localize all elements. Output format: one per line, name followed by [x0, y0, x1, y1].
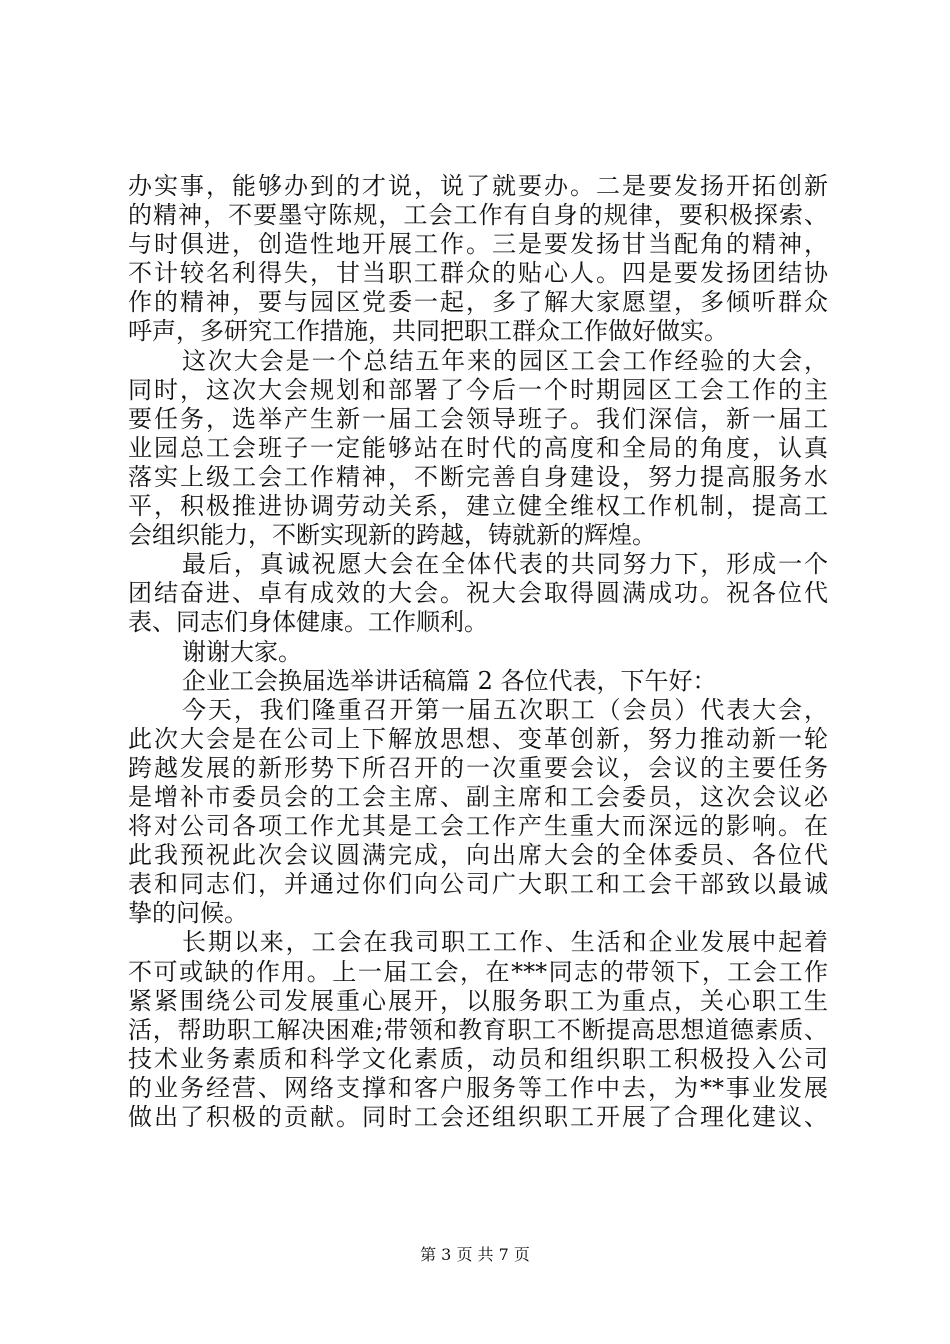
text-line: 平，积极推进协调劳动关系，建立健全维权工作机制，提高工 — [128, 492, 828, 521]
text-line: 活，帮助职工解决困难;带领和教育职工不断提高思想道德素质、 — [128, 1015, 828, 1044]
text-line: 技术业务素质和科学文化素质，动员和组织职工积极投入公司 — [128, 1044, 828, 1073]
text-line: 的精神，不要墨守陈规，工会工作有自身的规律，要积极探索、 — [128, 201, 828, 230]
text-line: 作的精神，要与园区党委一起，多了解大家愿望，多倾听群众 — [128, 288, 828, 317]
text-line: 与时俱进，创造性地开展工作。三是要发扬甘当配角的精神， — [128, 230, 828, 259]
text-line: 紧紧围绕公司发展重心展开，以服务职工为重点，关心职工生 — [128, 986, 828, 1015]
text-line: 呼声，多研究工作措施，共同把职工群众工作做好做实。 — [128, 317, 728, 346]
text-line: 会组织能力，不断实现新的跨越，铸就新的辉煌。 — [128, 521, 656, 550]
text-line: 谢谢大家。 — [182, 637, 302, 666]
text-line: 表和同志们，并通过你们向公司广大职工和工会干部致以最诚 — [128, 870, 828, 899]
text-line: 同时，这次大会规划和部署了今后一个时期园区工会工作的主 — [128, 375, 828, 404]
text-line: 最后，真诚祝愿大会在全体代表的共同努力下，形成一个 — [182, 550, 828, 579]
text-line: 跨越发展的新形势下所召开的一次重要会议，会议的主要任务 — [128, 753, 828, 782]
document-body — [128, 172, 828, 1132]
text-line: 这次大会是一个总结五年来的园区工会工作经验的大会， — [182, 346, 828, 375]
text-line: 要任务，选举产生新一届工会领导班子。我们深信，新一届工 — [128, 404, 828, 433]
text-line: 做出了积极的贡献。同时工会还组织职工开展了合理化建议、 — [128, 1103, 828, 1131]
text-line: 此次大会是在公司上下解放思想、变革创新，努力推动新一轮 — [128, 724, 828, 753]
text-line: 办实事，能够办到的才说，说了就要办。二是要发扬开拓创新 — [128, 172, 828, 200]
page-footer: 第 3 页 共 7 页 — [420, 1245, 530, 1264]
text-line: 落实上级工会工作精神，不断完善自身建设，努力提高服务水 — [128, 462, 828, 491]
text-line: 此我预祝此次会议圆满完成，向出席大会的全体委员、各位代 — [128, 841, 828, 870]
text-line: 的业务经营、网络支撑和客户服务等工作中去，为**事业发展 — [128, 1073, 828, 1102]
text-line: 将对公司各项工作尤其是工会工作产生重大而深远的影响。在 — [128, 812, 828, 841]
text-line: 表、同志们身体健康。工作顺利。 — [128, 608, 488, 637]
text-line: 是增补市委员会的工会主席、副主席和工会委员，这次会议必 — [128, 782, 828, 811]
text-line: 不可或缺的作用。上一届工会，在***同志的带领下，工会工作 — [128, 957, 828, 986]
text-line: 挚的问候。 — [128, 899, 248, 928]
text-line: 长期以来，工会在我司职工工作、生活和企业发展中起着 — [182, 928, 828, 957]
text-line: 企业工会换届选举讲话稿篇 2 各位代表，下午好： — [182, 666, 717, 695]
text-line: 业园总工会班子一定能够站在时代的高度和全局的角度，认真 — [128, 433, 828, 462]
text-line: 今天，我们隆重召开第一届五次职工（会员）代表大会， — [182, 695, 828, 724]
text-line: 团结奋进、卓有成效的大会。祝大会取得圆满成功。祝各位代 — [128, 579, 828, 608]
text-line: 不计较名利得失，甘当职工群众的贴心人。四是要发扬团结协 — [128, 259, 828, 288]
